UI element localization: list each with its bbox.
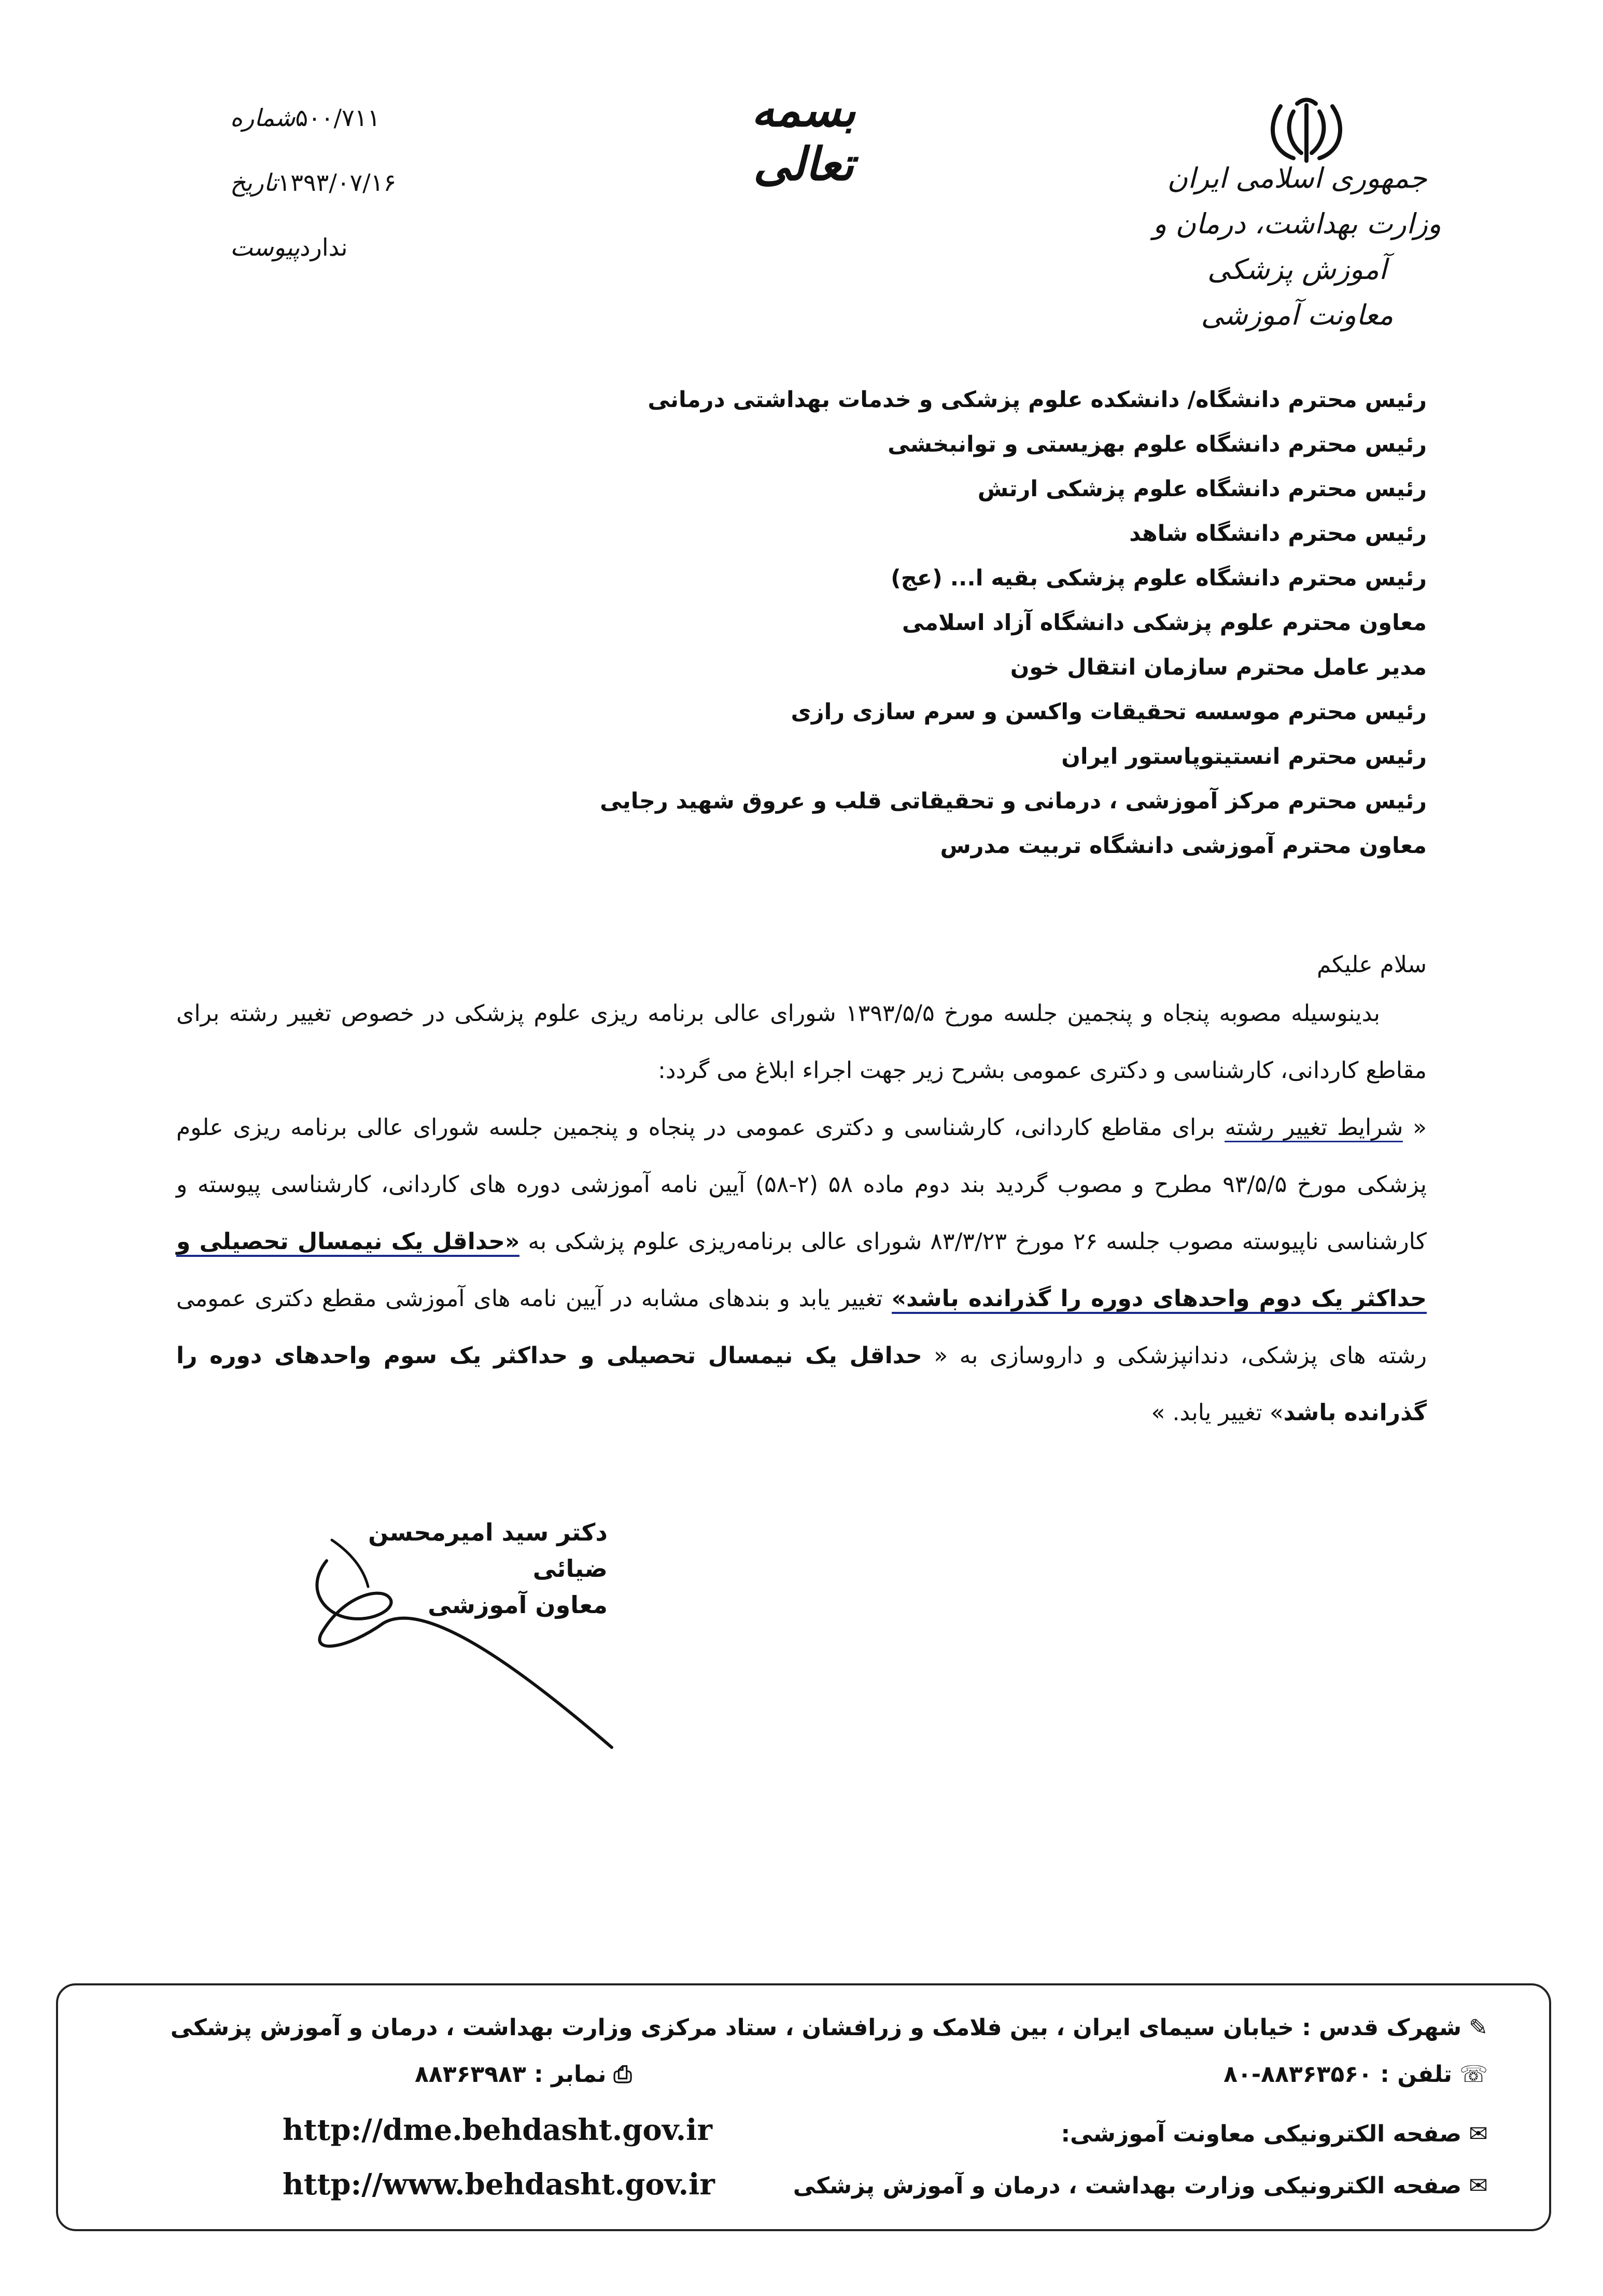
fax-icon: ⎙ — [613, 2061, 632, 2088]
handwritten-signature — [301, 1530, 622, 1758]
address-text: شهرک قدس : خیابان سیمای ایران ، بین فلامک و زرافشان ، ستاد مرکزی وزارت بهداشت ، درمان و آموزش پزشکی — [170, 2014, 1462, 2041]
body-paragraph-1: بدینوسیله مصوبه پنجاه و پنجمین جلسه مورخ ۱۳۹۳/۵/۵ شورای عالی برنامه ریزی علوم پزشکی در خصوص تغییر رشته برای مقاطع کاردانی، کارشناسی و دکتری عمومی بشرح زیر جهت اجراء ابلاغ می گردد: — [176, 1000, 1427, 1084]
meta-attachment — [223, 233, 467, 298]
ministry-line-country: جمهوری اسلامی ایران — [1167, 162, 1427, 194]
recipient-item: رئیس محترم دانشگاه علوم پزشکی بقیه ا... (عج) — [891, 565, 1427, 591]
ministry-site-label: صفحه الکترونیکی وزارت بهداشت ، درمان و آموزش پزشکی — [793, 2173, 1462, 2199]
fax-value: ۸۸۳۶۳۹۸۳ — [415, 2061, 526, 2088]
meta-date — [223, 169, 467, 233]
meta-attachment-label: پیوست — [230, 233, 300, 261]
recipient-item: رئیس محترم دانشگاه علوم بهزیستی و توانبخشی — [888, 431, 1427, 457]
recipient-item: معاون محترم آموزشی دانشگاه تربیت مدرس — [940, 833, 1427, 859]
meta-number-value: ۵۰۰/۷۱۱ — [295, 104, 381, 132]
footer-ministry-site — [793, 2173, 1488, 2199]
footer-telephone — [1224, 2061, 1488, 2088]
quote-open: « — [1403, 1114, 1427, 1141]
email-icon: ✉ — [1469, 2121, 1488, 2147]
fax-label: نمابر : — [534, 2061, 607, 2088]
recipient-item: رئیس محترم موسسه تحقیقات واکسن و سرم سازی رازی — [791, 699, 1427, 725]
tel-label: تلفن : — [1380, 2061, 1452, 2088]
recipient-list — [182, 377, 1427, 868]
edu-site-link[interactable]: http://dme.behdasht.gov.ir — [283, 2113, 712, 2147]
meta-number — [223, 104, 467, 169]
meta-attachment-value: ندارد — [300, 233, 348, 261]
ministry-site-link[interactable]: http://www.behdasht.gov.ir — [283, 2167, 715, 2202]
location-icon: ✎ — [1469, 2014, 1488, 2041]
edu-site-label: صفحه الکترونیکی معاونت آموزشی: — [1061, 2121, 1462, 2147]
body-paragraph-2 — [176, 1099, 1427, 1441]
ministry-line-deputy: معاونت آموزشی — [1201, 299, 1394, 331]
recipient-item: رئیس محترم دانشگاه/ دانشکده علوم پزشکی و خدمات بهداشتی درمانی — [648, 387, 1427, 413]
bold-phrase-one-third: حداقل یک نیمسال تحصیلی و حداکثر یک سوم واحدهای دوره را گذرانده باشد — [176, 1342, 1427, 1426]
meta-number-label: شماره — [230, 104, 296, 132]
tel-value: ۸۸۳۶۳۵۶۰-۸۰ — [1224, 2061, 1372, 2088]
greeting: سلام علیکم — [1316, 951, 1427, 978]
letter-body — [176, 985, 1427, 1441]
footer-edu-site — [1061, 2121, 1488, 2147]
recipient-item: رئیس محترم دانشگاه شاهد — [1129, 521, 1427, 547]
recipient-item: رئیس محترم دانشگاه علوم پزشکی ارتش — [977, 476, 1427, 502]
recipient-item: رئیس محترم انستیتوپاستور ایران — [1061, 744, 1427, 769]
recipient-item: مدیر عامل محترم سازمان انتقال خون — [1010, 654, 1427, 680]
ministry-line-ministry: وزارت بهداشت، درمان و آموزش پزشکی — [1153, 207, 1441, 286]
meta-date-value: ۱۳۹۳/۰۷/۱۶ — [277, 169, 397, 197]
letter-meta — [223, 104, 467, 298]
footer-address — [171, 2014, 1488, 2041]
body-text: برای مقاطع کاردانی، کارشناسی و دکتری عمومی در پنجاه و پنجمین جلسه شورای عالی برنامه ریزی علوم پزشکی مورخ ۹۳/۵/۵ مطرح و مصوب گردید بند دوم ماده ۵۸ (۲-۵۸) آیین نامه آموزشی دوره های کاردانی، کارشناسی پیوسته و کارشناسی ناپیوسته مصوب جلسه ۲۶ مورخ ۸۳/۳/۲۳ شورای عالی برنامه‌ریزی علوم پزشکی به — [176, 1114, 1427, 1255]
footer-fax — [415, 2061, 632, 2088]
bismillah: بسمه تعالی — [751, 83, 856, 191]
signatory-title: معاون آموزشی — [428, 1591, 608, 1619]
body-text: تغییر یابد و بندهای مشابه در آیین نامه های آموزشی مقطع دکتری عمومی رشته های پزشکی، دندانپزشکی و داروسازی به « — [176, 1285, 1427, 1369]
recipient-item: رئیس محترم مرکز آموزشی ، درمانی و تحقیقاتی قلب و عروق شهید رجایی — [600, 788, 1427, 814]
signatory-name: دکتر سید امیرمحسن ضیائی — [368, 1518, 608, 1583]
phone-icon: ☏ — [1459, 2061, 1488, 2088]
meta-date-label: تاریخ — [230, 169, 278, 197]
ministry-heading — [1116, 156, 1479, 338]
email-icon: ✉ — [1469, 2173, 1488, 2199]
underlined-phrase-change-conditions: شرایط تغییر رشته — [1225, 1114, 1403, 1142]
body-text: » تغییر یابد. » — [1151, 1399, 1284, 1426]
recipient-item: معاون محترم علوم پزشکی دانشگاه آزاد اسلامی — [902, 610, 1427, 636]
underlined-phrase-min-semester: «حداقل یک نیمسال تحصیلی و حداکثر یک دوم واحدهای دوره را گذرانده باشد» — [176, 1228, 1427, 1314]
